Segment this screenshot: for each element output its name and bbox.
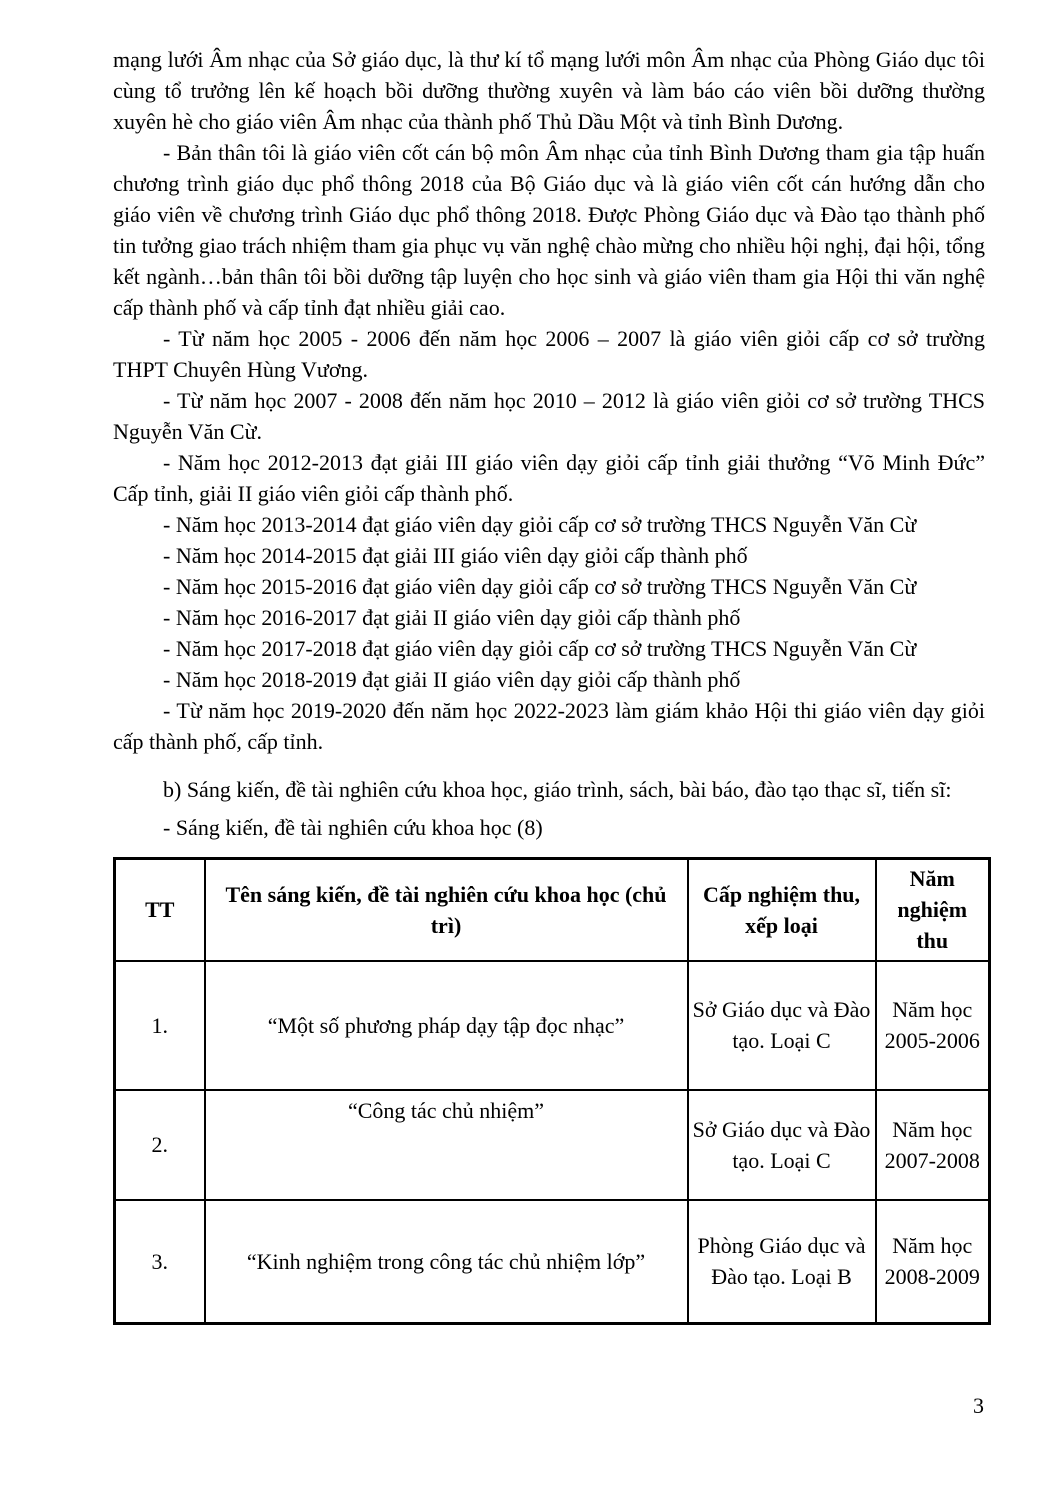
table-cell-name: “Công tác chủ nhiệm” [205,1090,688,1200]
paragraph: - Năm học 2018-2019 đạt giải II giáo viên dạy giỏi cấp thành phố [163,667,741,692]
table-row [115,961,990,1090]
table-cell-tt: 3. [115,1200,205,1324]
table-cell-year: Năm học 2008-2009 [876,1200,990,1324]
paragraph: mạng lưới Âm nhạc của Sở giáo dục, là thư kí tổ mạng lưới môn Âm nhạc của Phòng Giáo dục tôi cùng tổ trưởng lên kế hoạch bồi dưỡng thường xuyên và làm báo cáo viên bồi dưỡng thường xuyên hè cho giáo viên Âm nhạc của thành phố Thủ Dầu Một và tỉnh Bình Dương. [113,47,985,134]
paragraph: - Sáng kiến, đề tài nghiên cứu khoa học (8) [163,815,543,840]
paragraph: - Năm học 2017-2018 đạt giáo viên dạy giỏi cấp cơ sở trường THCS Nguyễn Văn Cừ [163,636,917,661]
table-header-level: Cấp nghiệm thu, xếp loại [688,859,876,961]
table-header-tt: TT [115,859,205,961]
table-row [115,1090,990,1200]
paragraph: - Năm học 2012-2013 đạt giải III giáo viên dạy giỏi cấp tỉnh giải thưởng “Võ Minh Đức” Cấp tỉnh, giải II giáo viên giỏi cấp thành phố. [113,450,985,506]
table-header-name: Tên sáng kiến, đề tài nghiên cứu khoa học (chủ trì) [205,859,688,961]
paragraph: - Năm học 2015-2016 đạt giáo viên dạy giỏi cấp cơ sở trường THCS Nguyễn Văn Cừ [163,574,917,599]
table-cell-tt: 2. [115,1090,205,1200]
table-row [115,1200,990,1324]
table-header-row [115,859,990,961]
table-cell-level: Sở Giáo dục và Đào tạo. Loại C [688,1090,876,1200]
section-b-heading: b) Sáng kiến, đề tài nghiên cứu khoa học, giáo trình, sách, bài báo, đào tạo thạc sĩ, tiến sĩ: [163,777,952,802]
table-cell-level: Phòng Giáo dục và Đào tạo. Loại B [688,1200,876,1324]
page-number: 3 [973,1393,984,1418]
paragraph: - Từ năm học 2019-2020 đến năm học 2022-2023 làm giám khảo Hội thi giáo viên dạy giỏi cấp thành phố, cấp tỉnh. [113,698,985,754]
table-cell-year: Năm học 2007-2008 [876,1090,990,1200]
table-cell-name: “Kinh nghiệm trong công tác chủ nhiệm lớp” [205,1200,688,1324]
research-initiatives-table [113,857,991,1325]
paragraph: - Năm học 2014-2015 đạt giải III giáo viên dạy giỏi cấp thành phố [163,543,748,568]
table-cell-name: “Một số phương pháp dạy tập đọc nhạc” [205,961,688,1090]
table-cell-tt: 1. [115,961,205,1090]
paragraph: - Từ năm học 2007 - 2008 đến năm học 2010 – 2012 là giáo viên giỏi cơ sở trường THCS Nguyễn Văn Cừ. [113,388,985,444]
table-header-year: Năm nghiệm thu [876,859,990,961]
paragraph: - Từ năm học 2005 - 2006 đến năm học 2006 – 2007 là giáo viên giỏi cấp cơ sở trường THPT Chuyên Hùng Vương. [113,326,985,382]
paragraph: - Năm học 2013-2014 đạt giáo viên dạy giỏi cấp cơ sở trường THCS Nguyễn Văn Cừ [163,512,917,537]
paragraph: - Bản thân tôi là giáo viên cốt cán bộ môn Âm nhạc của tỉnh Bình Dương tham gia tập huấn chương trình giáo dục phổ thông 2018 của Bộ Giáo dục và là giáo viên cốt cán hướng dẫn cho giáo viên về chương trình Giáo dục phổ thông 2018. Được Phòng Giáo dục và Đào tạo thành phố tin tưởng giao trách nhiệm tham gia phục vụ văn nghệ chào mừng cho nhiều hội nghị, đại hội, tổng kết ngành…bản thân tôi bồi dưỡng tập luyện cho học sinh và giáo viên tham gia Hội thi văn nghệ cấp thành phố và cấp tỉnh đạt nhiều giải cao. [113,140,985,320]
table-cell-level: Sở Giáo dục và Đào tạo. Loại C [688,961,876,1090]
paragraph: - Năm học 2016-2017 đạt giải II giáo viên dạy giỏi cấp thành phố [163,605,741,630]
table-cell-year: Năm học 2005-2006 [876,961,990,1090]
